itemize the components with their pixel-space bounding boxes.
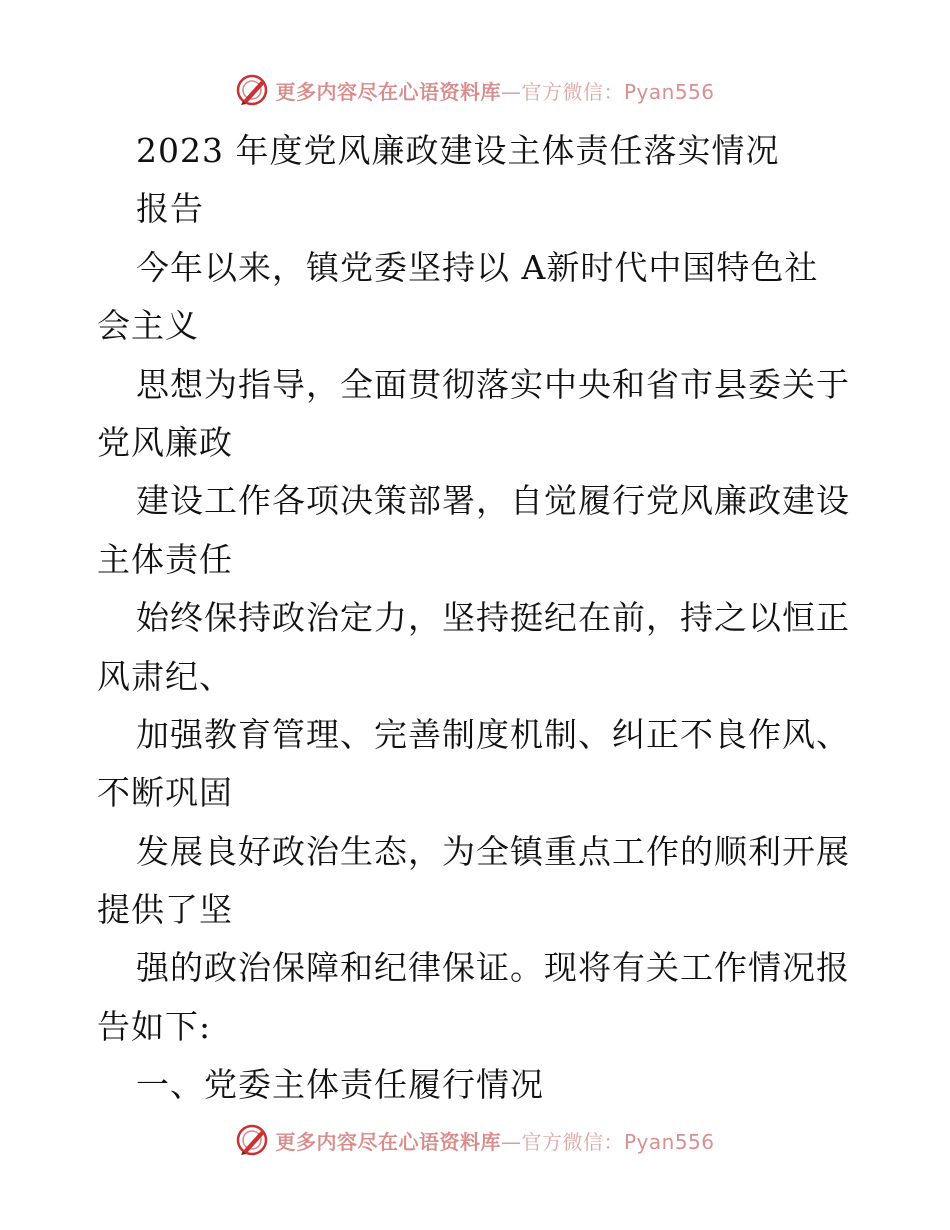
pen-seal-logo-icon [235,73,269,107]
text-line: 发展良好政治生态，为全镇重点工作的顺利开展 [136,831,850,871]
watermark-brand: 更多内容尽在心语资料库 [275,1129,501,1154]
footer-watermark [0,1120,950,1160]
text-line: 强的政治保障和纪律保证。现将有关工作情况报 [136,948,850,988]
text-line: 加强教育管理、完善制度机制、纠正不良作风、 [136,714,850,754]
watermark-brand: 更多内容尽在心语资料库 [275,79,501,104]
watermark-label: 官方微信： [521,1129,624,1154]
text-line: 一、党委主体责任履行情况 [136,1065,544,1105]
text-line: 报告 [136,189,204,229]
text-line: 不断巩固 [97,773,233,813]
watermark-dash: — [500,79,522,104]
text-line: 告如下: [97,1006,212,1046]
text-line: 思想为指导，全面贯彻落实中央和省市县委关于 [136,364,850,404]
watermark-dash: — [500,1129,522,1154]
pen-seal-logo-icon [235,1123,269,1157]
text-line: 风肃纪、 [97,656,233,696]
text-line: 党风廉政 [97,422,233,462]
text-line: 主体责任 [97,539,233,579]
text-line: 2023 年度党风廉政建设主体责任落实情况 [136,131,780,170]
header-watermark [0,70,950,110]
watermark-wechat-id: Pyan556 [623,79,715,104]
watermark-label: 官方微信： [521,79,624,104]
watermark-wechat-id: Pyan556 [623,1129,715,1154]
text-line: 今年以来，镇党委坚持以 A新时代中国特色社 [136,247,819,287]
text-line: 始终保持政治定力，坚持挺纪在前，持之以恒正 [136,598,850,638]
text-line: 提供了坚 [97,890,233,930]
text-line: 会主义 [97,306,199,346]
document-body [97,122,877,1115]
text-line: 建设工作各项决策部署，自觉履行党风廉政建设 [136,481,850,521]
